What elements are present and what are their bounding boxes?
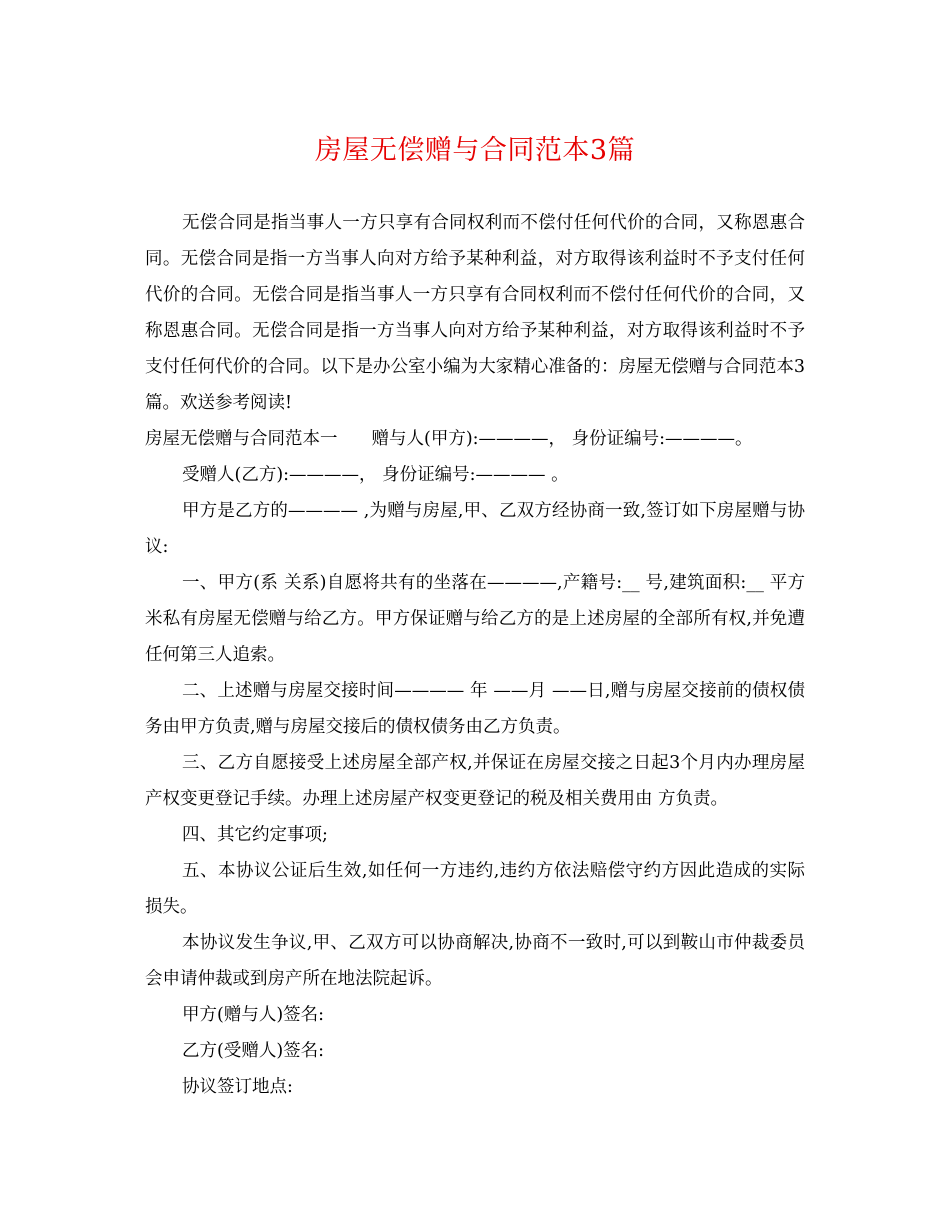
paragraph-clause-1: 一、甲方(系 关系)自愿将共有的坐落在————,产籍号:__ 号,建筑面积:__ 平方米私有房屋无偿赠与给乙方。甲方保证赠与给乙方的是上述房屋的全部所有权,并免遭任何第三人追索。 xyxy=(145,573,805,665)
signature-donee: 乙方(受赠人)签名: xyxy=(182,1041,325,1061)
party-line-donor xyxy=(145,421,805,457)
document-title: 房屋无偿赠与合同范本3篇 xyxy=(314,135,636,166)
paragraph-clause-5: 五、本协议公证后生效,如任何一方违约,违约方依法赔偿守约方因此造成的实际损失。 xyxy=(145,861,805,917)
signature-donor: 甲方(赠与人)签名: xyxy=(182,1005,325,1025)
donor-info: 赠与人(甲方):————， 身份证编号:————。 xyxy=(371,429,753,449)
paragraph-purpose: 甲方是乙方的———— ,为赠与房屋,甲、乙双方经协商一致,签订如下房屋赠与协议: xyxy=(145,501,805,557)
intro-paragraph: 无偿合同是指当事人一方只享有合同权利而不偿付任何代价的合同，又称恩惠合同。无偿合同是指一方当事人向对方给予某种利益，对方取得该利益时不予支付任何代价的合同。无偿合同是指当事人一方只享有合同权利而不偿付任何代价的合同，又称恩惠合同。无偿合同是指一方当事人向对方给予某种利益，对方取得该利益时不予支付任何代价的合同。以下是办公室小编为大家精心准备的：房屋无偿赠与合同范本3篇。欢送参考阅读! xyxy=(145,213,805,413)
section-heading: 房屋无偿赠与合同范本一 xyxy=(145,429,338,449)
signing-location: 协议签订地点: xyxy=(182,1077,293,1097)
paragraph-dispute: 本协议发生争议,甲、乙双方可以协商解决,协商不一致时,可以到鞍山市仲裁委员会申请仲裁或到房产所在地法院起诉。 xyxy=(145,933,805,989)
party-line-donee: 受赠人(乙方):————， 身份证编号:———— 。 xyxy=(182,465,569,485)
document-body xyxy=(145,205,805,1105)
paragraph-clause-3: 三、乙方自愿接受上述房屋全部产权,并保证在房屋交接之日起3个月内办理房屋产权变更登记手续。办理上述房屋产权变更登记的税及相关费用由 方负责。 xyxy=(145,753,805,809)
paragraph-clause-2: 二、上述赠与房屋交接时间———— 年 ——月 ——日,赠与房屋交接前的债权债务由甲方负责,赠与房屋交接后的债权债务由乙方负责。 xyxy=(145,681,805,737)
paragraph-clause-4: 四、其它约定事项; xyxy=(182,825,328,845)
